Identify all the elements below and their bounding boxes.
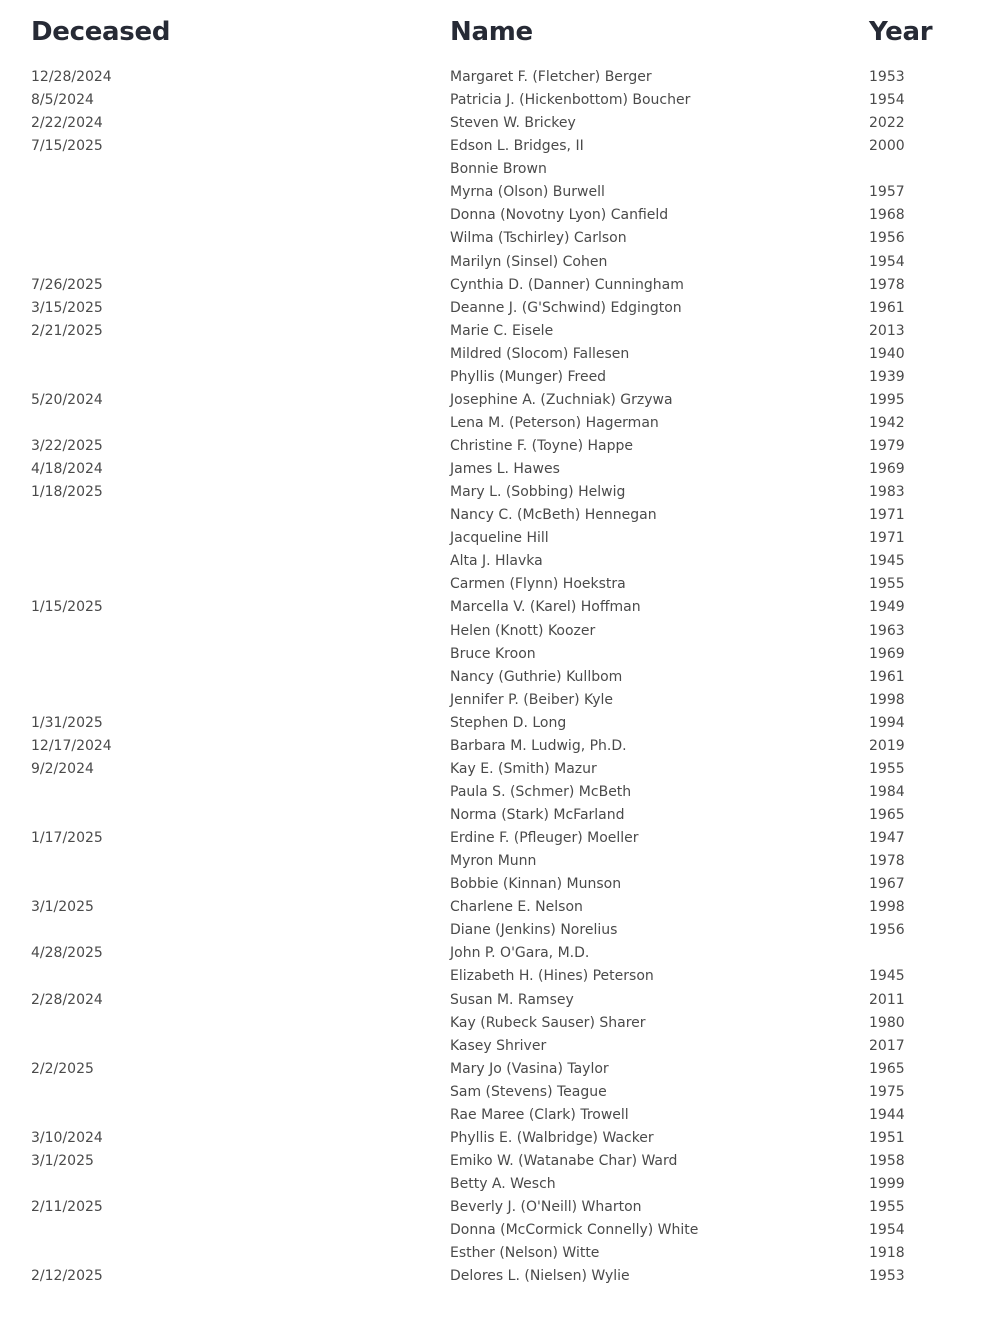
year-cell: 1947 bbox=[869, 830, 905, 847]
deceased-date-cell: 2/22/2024 bbox=[31, 115, 103, 132]
table-row bbox=[0, 1035, 981, 1058]
deceased-date-cell: 2/21/2025 bbox=[31, 322, 103, 339]
name-cell: Erdine F. (Pfleuger) Moeller bbox=[450, 830, 639, 847]
table-row bbox=[0, 1196, 981, 1219]
table-row bbox=[0, 458, 981, 481]
name-cell: Lena M. (Peterson) Hagerman bbox=[450, 414, 659, 431]
table-row bbox=[0, 66, 981, 89]
year-cell: 1918 bbox=[869, 1245, 905, 1262]
table-row bbox=[0, 481, 981, 504]
table-row bbox=[0, 89, 981, 112]
name-cell: Susan M. Ramsey bbox=[450, 991, 574, 1008]
deceased-date-cell: 3/22/2025 bbox=[31, 438, 103, 454]
deceased-date-cell: 1/31/2025 bbox=[31, 714, 103, 731]
table-row bbox=[0, 596, 981, 619]
deceased-date-cell: 8/5/2024 bbox=[31, 92, 94, 109]
name-cell: Marie C. Eisele bbox=[450, 322, 554, 339]
year-cell: 1978 bbox=[869, 853, 905, 870]
name-cell: Helen (Knott) Koozer bbox=[450, 622, 596, 639]
table-row bbox=[0, 689, 981, 712]
year-cell: 1954 bbox=[869, 253, 905, 270]
table-row bbox=[0, 504, 981, 527]
name-cell: Marilyn (Sinsel) Cohen bbox=[450, 253, 608, 270]
year-cell: 1967 bbox=[869, 876, 905, 893]
year-cell: 1953 bbox=[869, 1268, 905, 1285]
year-cell: 1945 bbox=[869, 968, 905, 985]
name-cell: Bobbie (Kinnan) Munson bbox=[450, 876, 622, 893]
name-cell: Kay E. (Smith) Mazur bbox=[450, 760, 597, 777]
table-row bbox=[0, 204, 981, 227]
year-cell: 1949 bbox=[869, 599, 905, 616]
name-cell: Betty A. Wesch bbox=[450, 1176, 556, 1192]
name-cell: Charlene E. Nelson bbox=[450, 899, 583, 916]
deceased-date-cell: 2/28/2024 bbox=[31, 991, 103, 1008]
table-row bbox=[0, 343, 981, 366]
year-cell: 1975 bbox=[869, 1083, 905, 1100]
name-cell: John P. O'Gara, M.D. bbox=[450, 945, 590, 962]
year-cell: 1961 bbox=[869, 668, 905, 685]
year-cell: 1942 bbox=[869, 414, 905, 431]
table-body bbox=[0, 66, 981, 1288]
name-cell: Delores L. (Nielsen) Wylie bbox=[450, 1268, 630, 1285]
table-row bbox=[0, 320, 981, 343]
name-cell: Mary Jo (Vasina) Taylor bbox=[450, 1060, 609, 1077]
header-year: Year bbox=[869, 17, 933, 47]
name-cell: Mary L. (Sobbing) Helwig bbox=[450, 484, 626, 501]
table-row bbox=[0, 965, 981, 988]
deceased-date-cell: 7/15/2025 bbox=[31, 138, 103, 155]
deceased-date-cell: 3/15/2025 bbox=[31, 299, 103, 316]
table-row bbox=[0, 1058, 981, 1081]
table-row bbox=[0, 666, 981, 689]
table-row bbox=[0, 919, 981, 942]
name-cell: Bonnie Brown bbox=[450, 161, 547, 178]
name-cell: Marcella V. (Karel) Hoffman bbox=[450, 599, 641, 616]
year-cell: 1980 bbox=[869, 1014, 905, 1031]
deceased-date-cell: 2/2/2025 bbox=[31, 1060, 94, 1077]
table-row bbox=[0, 758, 981, 781]
year-cell: 1945 bbox=[869, 553, 905, 570]
year-cell: 1956 bbox=[869, 922, 905, 939]
year-cell: 1983 bbox=[869, 484, 905, 501]
name-cell: Barbara M. Ludwig, Ph.D. bbox=[450, 737, 627, 754]
year-cell: 2000 bbox=[869, 138, 905, 155]
year-cell: 2011 bbox=[869, 991, 905, 1008]
name-cell: Elizabeth H. (Hines) Peterson bbox=[450, 968, 654, 985]
deceased-date-cell: 12/17/2024 bbox=[31, 737, 112, 754]
deceased-date-cell: 7/26/2025 bbox=[31, 276, 103, 293]
name-cell: Carmen (Flynn) Hoekstra bbox=[450, 576, 626, 593]
deceased-date-cell: 3/10/2024 bbox=[31, 1129, 103, 1146]
table-row bbox=[0, 827, 981, 850]
name-cell: Myrna (Olson) Burwell bbox=[450, 184, 605, 201]
deceased-date-cell: 1/17/2025 bbox=[31, 830, 103, 847]
name-cell: Beverly J. (O'Neill) Wharton bbox=[450, 1199, 642, 1216]
table-row bbox=[0, 227, 981, 250]
year-cell: 2017 bbox=[869, 1037, 905, 1054]
table-row bbox=[0, 873, 981, 896]
name-cell: Christine F. (Toyne) Happe bbox=[450, 438, 633, 454]
year-cell: 1954 bbox=[869, 92, 905, 109]
year-cell: 1953 bbox=[869, 69, 905, 85]
table-row bbox=[0, 804, 981, 827]
name-cell: Donna (Novotny Lyon) Canfield bbox=[450, 207, 669, 224]
name-cell: Jennifer P. (Beiber) Kyle bbox=[450, 691, 613, 708]
deceased-date-cell: 5/20/2024 bbox=[31, 391, 103, 408]
header-deceased: Deceased bbox=[31, 17, 171, 47]
year-cell: 1995 bbox=[869, 391, 905, 408]
deceased-date-cell: 1/18/2025 bbox=[31, 484, 103, 501]
year-cell: 1956 bbox=[869, 230, 905, 247]
year-cell: 1939 bbox=[869, 368, 905, 385]
year-cell: 2013 bbox=[869, 322, 905, 339]
year-cell: 1971 bbox=[869, 530, 905, 547]
name-cell: Nancy (Guthrie) Kullbom bbox=[450, 668, 623, 685]
year-cell: 1971 bbox=[869, 507, 905, 524]
deceased-date-cell: 4/18/2024 bbox=[31, 461, 103, 478]
year-cell: 1969 bbox=[869, 645, 905, 662]
table-row bbox=[0, 1150, 981, 1173]
table-row bbox=[0, 1104, 981, 1127]
deceased-date-cell: 12/28/2024 bbox=[31, 69, 112, 85]
name-cell: Nancy C. (McBeth) Hennegan bbox=[450, 507, 657, 524]
year-cell: 1955 bbox=[869, 576, 905, 593]
year-cell: 1955 bbox=[869, 1199, 905, 1216]
name-cell: Alta J. Hlavka bbox=[450, 553, 543, 570]
table-row bbox=[0, 620, 981, 643]
name-cell: Diane (Jenkins) Norelius bbox=[450, 922, 618, 939]
table-row bbox=[0, 181, 981, 204]
table-row bbox=[0, 412, 981, 435]
name-cell: Deanne J. (G'Schwind) Edgington bbox=[450, 299, 682, 316]
year-cell: 1968 bbox=[869, 207, 905, 224]
table-row bbox=[0, 1127, 981, 1150]
table-row bbox=[0, 135, 981, 158]
name-cell: Edson L. Bridges, II bbox=[450, 138, 584, 155]
name-cell: Mildred (Slocom) Fallesen bbox=[450, 345, 630, 362]
year-cell: 1957 bbox=[869, 184, 905, 201]
year-cell: 1940 bbox=[869, 345, 905, 362]
table-row bbox=[0, 550, 981, 573]
year-cell: 1955 bbox=[869, 760, 905, 777]
name-cell: Emiko W. (Watanabe Char) Ward bbox=[450, 1152, 678, 1169]
table-row bbox=[0, 1081, 981, 1104]
table-row bbox=[0, 942, 981, 965]
name-cell: Paula S. (Schmer) McBeth bbox=[450, 783, 632, 800]
table-row bbox=[0, 435, 981, 458]
table-row bbox=[0, 1265, 981, 1288]
year-cell: 1969 bbox=[869, 461, 905, 478]
table-row bbox=[0, 1012, 981, 1035]
name-cell: Kay (Rubeck Sauser) Sharer bbox=[450, 1014, 646, 1031]
deceased-date-cell: 4/28/2025 bbox=[31, 945, 103, 962]
table-row bbox=[0, 735, 981, 758]
year-cell: 1954 bbox=[869, 1222, 905, 1239]
table-row bbox=[0, 712, 981, 735]
year-cell: 1958 bbox=[869, 1152, 905, 1169]
year-cell: 1984 bbox=[869, 783, 905, 800]
name-cell: Phyllis (Munger) Freed bbox=[450, 368, 607, 385]
name-cell: Cynthia D. (Danner) Cunningham bbox=[450, 276, 684, 293]
name-cell: Donna (McCormick Connelly) White bbox=[450, 1222, 699, 1239]
year-cell: 1965 bbox=[869, 807, 905, 823]
name-cell: Jacqueline Hill bbox=[450, 530, 549, 547]
name-cell: Steven W. Brickey bbox=[450, 115, 576, 132]
year-cell: 1965 bbox=[869, 1060, 905, 1077]
table-row bbox=[0, 366, 981, 389]
name-cell: Josephine A. (Zuchniak) Grzywa bbox=[450, 391, 673, 408]
table-header bbox=[0, 14, 981, 50]
table-row bbox=[0, 573, 981, 596]
table-row bbox=[0, 896, 981, 919]
year-cell: 2022 bbox=[869, 115, 905, 132]
table-row bbox=[0, 781, 981, 804]
table-row bbox=[0, 1173, 981, 1196]
table-row bbox=[0, 112, 981, 135]
table-row bbox=[0, 850, 981, 873]
name-cell: Wilma (Tschirley) Carlson bbox=[450, 230, 627, 247]
year-cell: 1963 bbox=[869, 622, 905, 639]
deceased-date-cell: 1/15/2025 bbox=[31, 599, 103, 616]
name-cell: Margaret F. (Fletcher) Berger bbox=[450, 69, 652, 85]
name-cell: Stephen D. Long bbox=[450, 714, 567, 731]
name-cell: Sam (Stevens) Teague bbox=[450, 1083, 607, 1100]
name-cell: Myron Munn bbox=[450, 853, 537, 870]
deceased-date-cell: 2/12/2025 bbox=[31, 1268, 103, 1285]
table-row bbox=[0, 643, 981, 666]
table-row bbox=[0, 389, 981, 412]
year-cell: 1994 bbox=[869, 714, 905, 731]
year-cell: 1998 bbox=[869, 691, 905, 708]
table-row bbox=[0, 1219, 981, 1242]
name-cell: Patricia J. (Hickenbottom) Boucher bbox=[450, 92, 691, 109]
table-row bbox=[0, 251, 981, 274]
table-row bbox=[0, 1242, 981, 1265]
table-row bbox=[0, 989, 981, 1012]
deceased-date-cell: 9/2/2024 bbox=[31, 760, 94, 777]
year-cell: 1979 bbox=[869, 438, 905, 454]
year-cell: 1944 bbox=[869, 1106, 905, 1123]
year-cell: 1998 bbox=[869, 899, 905, 916]
table-row bbox=[0, 297, 981, 320]
header-name: Name bbox=[450, 17, 533, 47]
table-row bbox=[0, 527, 981, 550]
year-cell: 1951 bbox=[869, 1129, 905, 1146]
name-cell: Rae Maree (Clark) Trowell bbox=[450, 1106, 629, 1123]
table-row bbox=[0, 158, 981, 181]
year-cell: 1961 bbox=[869, 299, 905, 316]
deceased-date-cell: 3/1/2025 bbox=[31, 899, 94, 916]
table-row bbox=[0, 274, 981, 297]
deceased-date-cell: 3/1/2025 bbox=[31, 1152, 94, 1169]
year-cell: 2019 bbox=[869, 737, 905, 754]
year-cell: 1978 bbox=[869, 276, 905, 293]
name-cell: Bruce Kroon bbox=[450, 645, 536, 662]
name-cell: Norma (Stark) McFarland bbox=[450, 807, 625, 823]
name-cell: Esther (Nelson) Witte bbox=[450, 1245, 600, 1262]
name-cell: Phyllis E. (Walbridge) Wacker bbox=[450, 1129, 654, 1146]
year-cell: 1999 bbox=[869, 1176, 905, 1192]
deceased-date-cell: 2/11/2025 bbox=[31, 1199, 103, 1216]
name-cell: James L. Hawes bbox=[450, 461, 560, 478]
name-cell: Kasey Shriver bbox=[450, 1037, 547, 1054]
